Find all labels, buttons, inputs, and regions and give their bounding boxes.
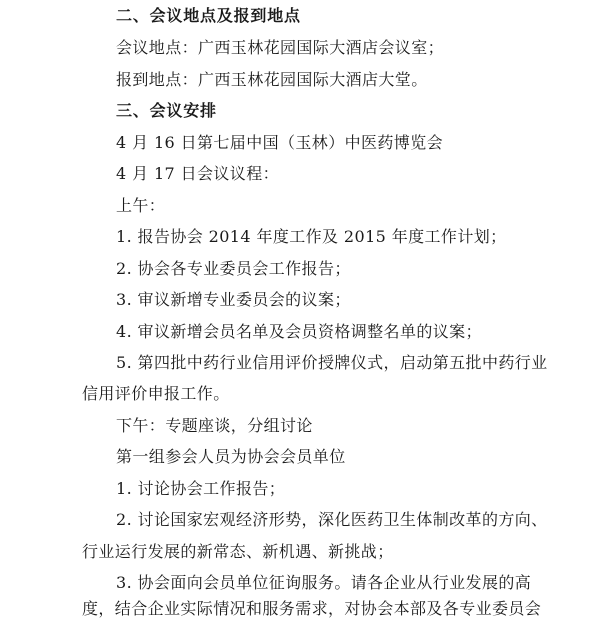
group-item-1: 1. 讨论协会工作报告； xyxy=(116,479,286,498)
afternoon-label: 下午：专题座谈，分组讨论 xyxy=(116,416,313,435)
morning-item-5-line2: 信用评价申报工作。 xyxy=(82,384,230,403)
section-heading-venue: 二、会议地点及报到地点 xyxy=(116,6,301,25)
morning-item: 3. 审议新增专业委员会的议案； xyxy=(116,290,351,309)
morning-item: 1. 报告协会 2014 年度工作及 2015 年度工作计划； xyxy=(116,227,507,246)
morning-item: 4. 审议新增会员名单及会员资格调整名单的议案； xyxy=(116,322,482,341)
venue-line: 会议地点：广西玉林花园国际大酒店会议室； xyxy=(116,38,445,57)
section-heading-schedule: 三、会议安排 xyxy=(116,101,217,120)
morning-item-5-line1: 5. 第四批中药行业信用评价授牌仪式，启动第五批中药行业 xyxy=(116,353,548,372)
group-item-3-line1: 3. 协会面向会员单位征询服务。请各企业从行业发展的高 xyxy=(116,573,532,592)
group-item-2-line2: 行业运行发展的新常态、新机遇、新挑战； xyxy=(82,542,394,561)
registration-line: 报到地点：广西玉林花园国际大酒店大堂。 xyxy=(116,70,428,89)
morning-label: 上午： xyxy=(116,196,166,215)
group1-heading: 第一组参会人员为协会会员单位 xyxy=(116,447,346,466)
group-item-3-line2: 度，结合企业实际情况和服务需求，对协会本部及各专业委员会 xyxy=(82,599,542,618)
schedule-day1: 4 月 16 日第七届中国（玉林）中医药博览会 xyxy=(116,133,443,152)
group-item-2-line1: 2. 讨论国家宏观经济形势，深化医药卫生体制改革的方向、 xyxy=(116,510,548,529)
schedule-day2: 4 月 17 日会议议程： xyxy=(116,164,279,183)
morning-item: 2. 协会各专业委员会工作报告； xyxy=(116,259,351,278)
